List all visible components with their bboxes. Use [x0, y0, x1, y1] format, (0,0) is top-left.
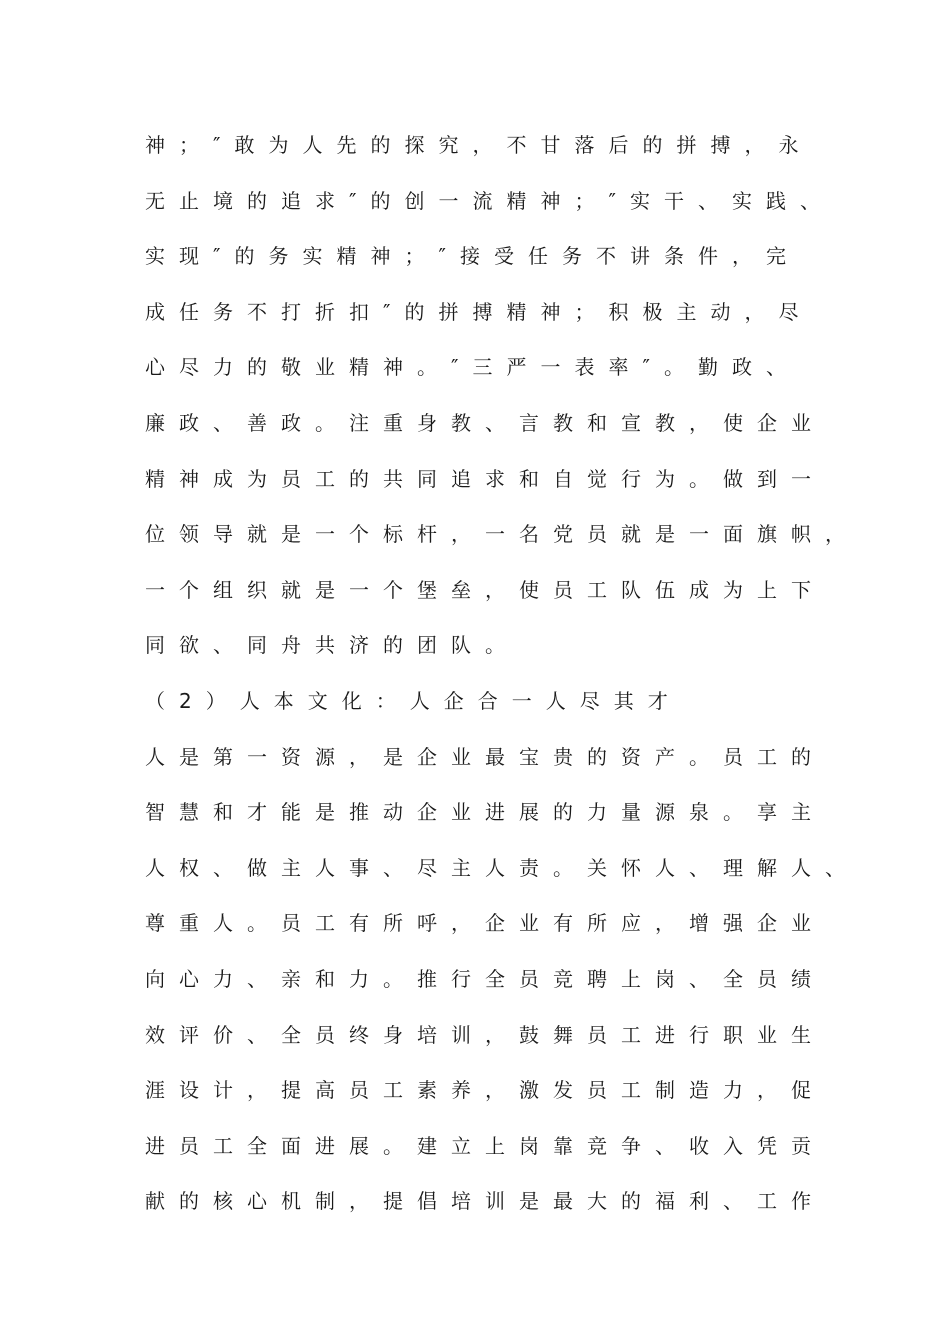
- text-line-17: 效评价、全员终身培训，鼓舞员工进行职业生: [145, 1022, 825, 1047]
- text-line-2: 无止境的追求″的创一流精神；″实干、实践、: [145, 188, 834, 213]
- text-line-4: 成任务不打折扣″的拼搏精神；积极主动，尽: [145, 299, 813, 324]
- text-line-5: 心尽力的敬业精神。″三严一表率″。勤政、: [145, 355, 800, 380]
- text-line-7: 精神成为员工的共同追求和自觉行为。做到一: [145, 466, 825, 491]
- text-line-19: 进员工全面进展。建立上岗靠竞争、收入凭贡: [145, 1133, 825, 1158]
- text-line-9: 一个组织就是一个堡垒，使员工队伍成为上下: [145, 577, 825, 602]
- section-heading: （2）人本文化：人企合一人尽其才: [145, 688, 682, 713]
- text-line-12: 人是第一资源，是企业最宝贵的资产。员工的: [145, 744, 825, 769]
- text-line-15: 尊重人。员工有所呼，企业有所应，增强企业: [145, 911, 825, 936]
- text-line-1: 神；″敢为人先的探究，不甘落后的拼搏，永: [145, 133, 813, 157]
- text-line-10: 同欲、同舟共济的团队。: [145, 633, 519, 658]
- text-line-8: 位领导就是一个标杆，一名党员就是一面旗帜，: [145, 522, 859, 547]
- text-line-6: 廉政、善政。注重身教、言教和宣教，使企业: [145, 410, 825, 435]
- text-line-20: 献的核心机制，提倡培训是最大的福利、工作: [145, 1189, 825, 1214]
- text-line-14: 人权、做主人事、尽主人责。关怀人、理解人、: [145, 855, 859, 880]
- text-line-16: 向心力、亲和力。推行全员竞聘上岗、全员绩: [145, 966, 825, 991]
- text-line-18: 涯设计，提高员工素养，激发员工制造力，促: [145, 1078, 825, 1103]
- body-text: [145, 129, 859, 1241]
- text-line-13: 智慧和才能是推动企业进展的力量源泉。享主: [145, 800, 825, 825]
- text-line-3: 实现″的务实精神；″接受任务不讲条件，完: [145, 244, 800, 269]
